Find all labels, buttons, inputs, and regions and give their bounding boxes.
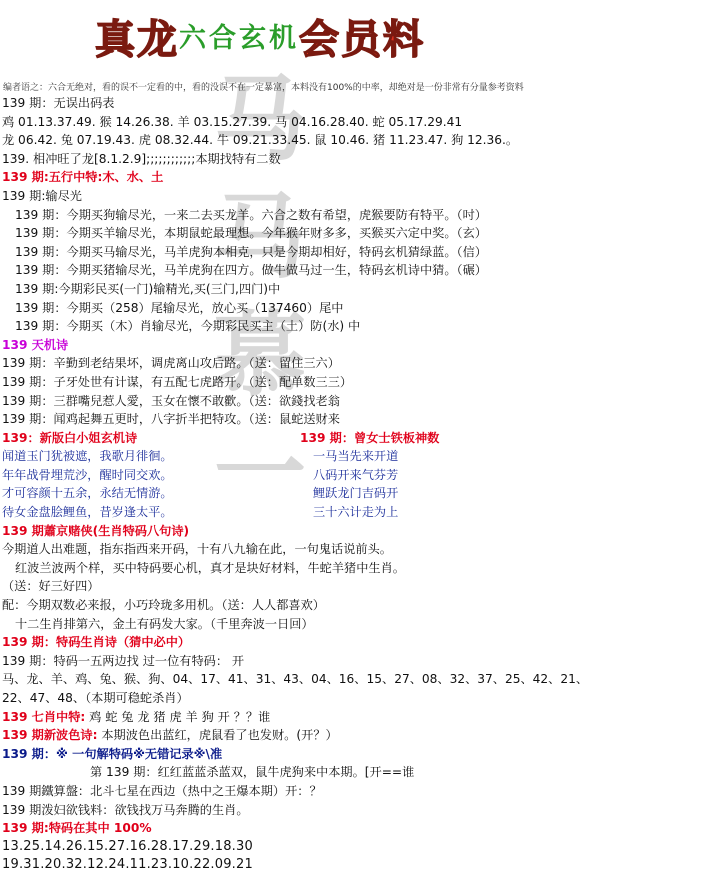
- zodiac-number-row: 龙 06.42. 兔 07.19.43. 虎 08.32.44. 牛 09.21.33.45. 鼠 10.46. 猪 11.23.47. 狗 12.36.。: [2, 133, 519, 148]
- white-lady-title: 139：新版白小姐玄机诗: [2, 430, 138, 445]
- two-column-row: [2, 503, 716, 522]
- wave-color-line: [2, 726, 716, 745]
- one-sentence-title: 139 期：※ 一句解特码※无错记录※\准: [2, 746, 223, 761]
- iron-plate-line: 三十六计走为上: [313, 505, 399, 520]
- gambler-bonus: （送：好三好四）: [2, 579, 100, 594]
- zodiac-number-row: 鸡 01.13.37.49. 猴 14.26.38. 羊 03.15.27.39. 马 04.16.28.40. 蛇 05.17.29.41: [2, 114, 463, 129]
- watermark-char: 一: [213, 419, 306, 527]
- iron-plate-title: 139 期：曾女士铁板神数: [300, 430, 440, 445]
- two-column-titles: [2, 429, 716, 448]
- shrew-line: 139 期泼妇欲钱料：欲钱找万马奔腾的生肖。: [2, 802, 249, 817]
- two-column-row: [2, 447, 716, 466]
- iron-abacus-line: 139 期鐵算盤：北斗七星在西边（热中之王爆本期）开：？: [2, 783, 322, 798]
- white-lady-line: 闻道玉门犹被遮，我歌月徘徊。: [2, 449, 173, 464]
- two-column-row: [2, 466, 716, 485]
- gambler-poem-line: 今期道人出难题，指东指西来开码，十有八九输在此，一句鬼话说前头。: [2, 542, 392, 557]
- seven-zodiac-values: 鸡 蛇 兔 龙 猪 虎 羊 狗 开 ？？谁: [85, 709, 271, 724]
- special-code-title: 139 期:特码在其中 100%: [2, 821, 152, 836]
- wave-color-label: 139 期新波色诗:: [2, 728, 98, 743]
- white-lady-line: 待女金盘脍鲤鱼，昔岁逢太平。: [2, 505, 173, 520]
- tip-line: 139 期：今期买（258）尾输尽光，放心买（137460）尾中: [15, 300, 344, 315]
- iron-plate-line: 八码开来气芬芳: [313, 467, 399, 482]
- number-list: 22、47、48、（本期可稳蛇杀肖）: [2, 691, 189, 705]
- watermark-char: 慕: [213, 301, 306, 409]
- lose-all-title: 139 期:输尽光: [2, 188, 82, 203]
- clash-line: 139. 相冲旺了龙[8.1.2.9];;;;;;;;;;;;本期找特有二数: [2, 151, 281, 166]
- heaven-poem-line: 139 期：辛勤到老结果坏，调虎离山攻后路。（送：留住三六）: [2, 356, 340, 371]
- logo-title-part3: 会员料: [299, 16, 425, 63]
- logo-title-part1: 真龙: [95, 16, 179, 63]
- watermark-char: 马: [213, 183, 306, 291]
- heaven-poem-title: 139 天机诗: [2, 337, 69, 352]
- poem-line: 139 期：今期买羊输尽光，本期鼠蛇最理想。今年猴年财多多，买猴买六定中奖。（玄）: [15, 226, 487, 241]
- disclaimer: 编者语之：六合无绝对，看的误不一定看的中，看的没误不在一定暴富，本料没有100%的中率，却绝对是一份非常有分量参考资料: [3, 83, 524, 93]
- one-sentence-line: 第 139 期：红红蓝蓝杀蓝双，鼠牛虎狗来中本期。[开==谁: [90, 765, 415, 780]
- iron-plate-line: 一马当先来开道: [313, 449, 399, 464]
- gambler-poem-line: 红波兰波两个样，买中特码要心机，真才是块好材料，牛蛇羊猪中生肖。: [15, 560, 405, 575]
- poem-line: 139 期：今期买猪输尽光，马羊虎狗在四方。做牛做马过一生，特码玄机诗中猜。（碾）: [15, 263, 487, 278]
- five-elements-line: [2, 168, 716, 187]
- seven-zodiac-label: 139 七肖中特:: [2, 709, 86, 724]
- final-numbers: 13.25.14.26.15.27.16.28.17.29.18.30: [2, 838, 253, 854]
- poem-line: 139 期：今期买狗输尽光，一来二去买龙羊。六合之数有希望，虎猴要防有特平。（吋）: [15, 207, 487, 222]
- two-column-row: [2, 484, 716, 503]
- zodiac-poem-title: 139 期：特码生肖诗（猜中必中）: [2, 635, 191, 650]
- poem-line: 139 期：今期买马输尽光，马羊虎狗本相克，只是今期却相好，特码玄机猜绿蓝。（信）: [15, 244, 487, 259]
- final-numbers: 19.31.20.32.12.24.11.23.10.22.09.21: [2, 857, 253, 873]
- watermark-char: 马: [213, 65, 306, 173]
- seven-zodiac-line: [2, 708, 716, 727]
- tip-line: 139 期:今期彩民买(一门)输精光,买(三门,四门)中: [15, 281, 281, 296]
- white-lady-line: 才可容颜十五余，永结无情游。: [2, 486, 173, 501]
- heaven-poem-line: 139 期：子牙处世有计谋，有五配七虎路开。（送：配单数三三）: [2, 374, 353, 389]
- pair-line: 十二生肖排第六，金土有码发大家。（千里奔波一日回）: [15, 616, 314, 631]
- no-error-title: 139 期：无误出码表: [2, 96, 115, 110]
- five-elements-value: 木、水、土: [102, 170, 164, 185]
- pair-line: 配：今期双数必来报，小巧玲珑多用机。（送：人人都喜欢）: [2, 598, 325, 613]
- white-lady-line: 年年战骨埋荒沙，醒时同交欢。: [2, 467, 173, 482]
- number-list: 马、龙、羊、鸡、兔、猴、狗、04、17、41、31、43、04、16、15、27、08、32、37、25、42、21、: [2, 672, 589, 687]
- five-elements-label: 139 期:五行中特:: [2, 170, 103, 185]
- heaven-poem-line: 139 期：闻鸡起舞五更时，八字折半把特攻。（送：鼠蛇送财来: [2, 412, 340, 427]
- gambler-poem-title: 139 期蕭京赌侠(生肖特码八句诗): [2, 523, 190, 538]
- iron-plate-line: 鲤跃龙门吉码开: [313, 486, 399, 501]
- logo-title: [95, 8, 425, 65]
- heaven-poem-line: 139 期：三群嘴兒惹人愛，玉女在懷不敢歡。（送：欲錢找老翁: [2, 393, 340, 408]
- wave-color-text: 本期波色出蓝红，虎鼠看了也发财。(开？）: [97, 728, 338, 743]
- header: [0, 0, 720, 76]
- tip-line: 139 期：今期买（木）肖输尽光，今期彩民买主（土）防(水) 中: [15, 319, 361, 334]
- logo-title-part2: 六合玄机: [179, 23, 299, 54]
- special-code-line: 139 期：特码一五两边找 过一位有特码： 开: [2, 653, 245, 668]
- content: [2, 94, 716, 875]
